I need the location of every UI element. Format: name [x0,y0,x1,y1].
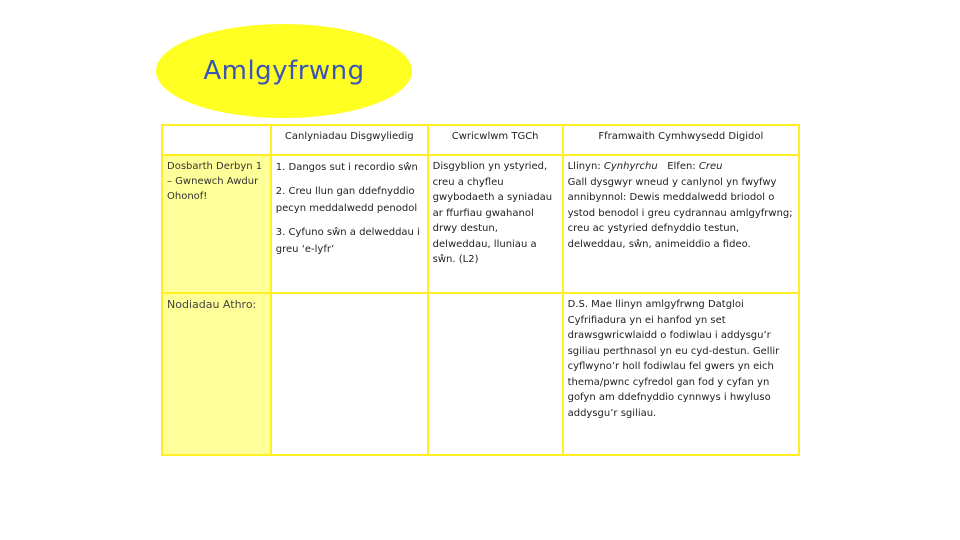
ict-cell [428,155,563,293]
header-row [162,125,799,155]
notes-label-cell [162,293,271,455]
outcome-item: 1. Dangos sut i recordio sŵn [275,162,418,173]
notes-row [162,293,799,455]
lesson-plan-table [161,124,800,456]
dcf-element: Creu [698,161,723,172]
lesson-row [162,155,799,293]
dcf-cell [563,155,799,293]
notes-dcf-cell [563,293,799,455]
outcome-item: 2. Creu llun gan ddefnyddio pecyn meddalwedd penodol [275,186,418,214]
page-title: Amlgyfrwng [203,56,365,86]
dcf-text: Gall dysgwyr wneud y canlynol yn fwyfwy annibynnol: Dewis meddalwedd briodol o ystod benodol i greu cydrannau amlgyfrwng; creu ac ystyried defnyddio testun, delweddau, sŵn, animeiddio a fideo. [567,176,793,250]
header-empty [162,125,271,155]
title-oval [156,24,412,118]
dcf-note: D.S. Mae llinyn amlgyfrwng Datgloi Cyfrifiadura yn ei hanfod yn set drawsgwricwlaidd o fodiwlau i addysgu’r sgiliau perthnasol yn eu cyd-destun. Gellir cyflwyno’r holl fodiwlau fel gwers yn eich thema/pwnc cyfredol gan fod y cyfan yn gofyn am ddefnyddio cynnwys i hwyluso addysgu’r sgiliau. [567,299,780,419]
outcome-item: 3. Cyfuno sŵn a delweddau i greu ‘e-lyfr’ [275,227,420,255]
notes-label: Nodiadau Athro: [167,298,257,311]
outcomes-cell [271,155,428,293]
dcf-strand: Cynhyrchu [603,161,658,172]
lesson-label-cell [162,155,271,293]
header-outcomes: Canlyniadau Disgwyliedig [271,125,428,155]
notes-ict-cell [428,293,563,455]
dcf-element-label: Elfen: [667,161,696,172]
ict-text: Disgyblion yn ystyried, creu a chyfleu gwybodaeth a syniadau ar ffurfiau gwahanol drwy destun, delweddau, lluniau a sŵn. (L2) [432,161,553,265]
notes-outcomes-cell [271,293,428,455]
dcf-strand-label: Llinyn: [567,161,601,172]
lesson-label: Dosbarth Derbyn 1 – Gwnewch Awdur Ohonof! [167,161,263,202]
header-dcf: Fframwaith Cymhwysedd Digidol [563,125,799,155]
header-ict: Cwricwlwm TGCh [428,125,563,155]
